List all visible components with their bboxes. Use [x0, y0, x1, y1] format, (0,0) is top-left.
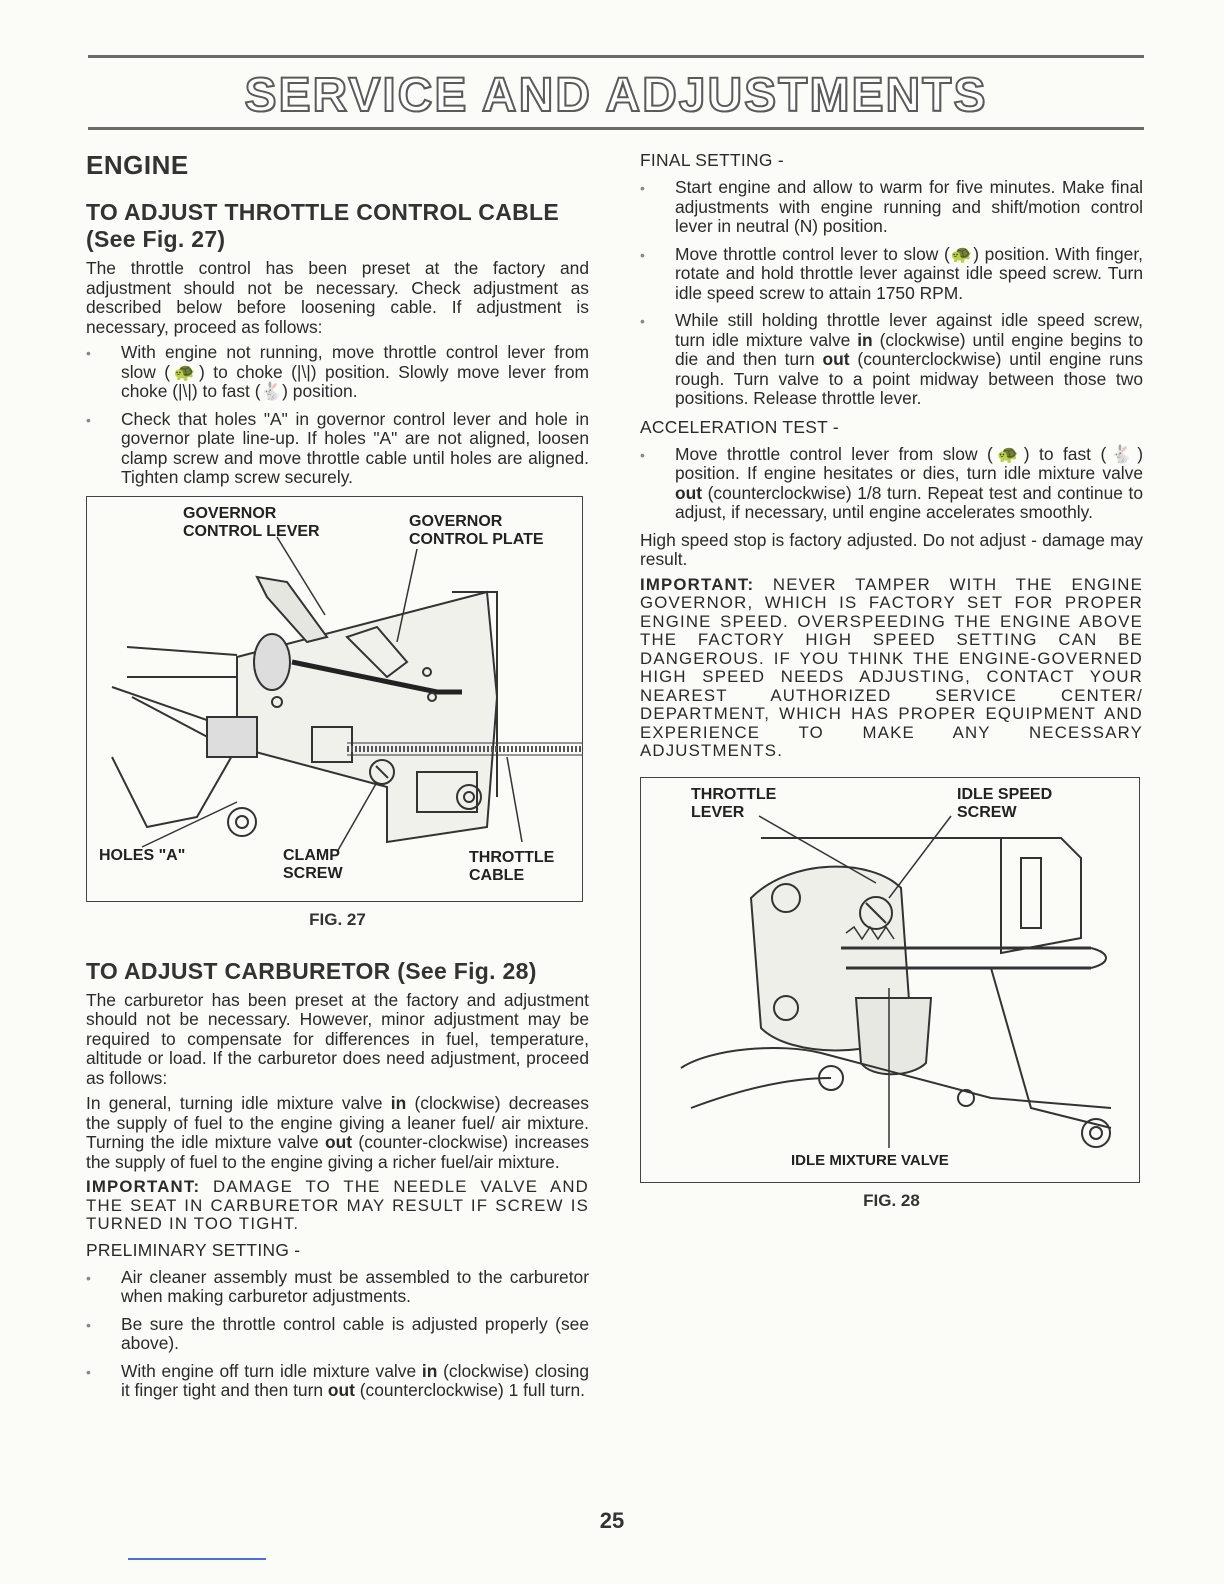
header-rule-top — [88, 55, 1144, 58]
preliminary-step-3 — [86, 1362, 589, 1401]
throttle-step-2: • Check that holes "A" in governor control lever and hole in governor plate line-up. If holes "A" are not aligned, loosen clamp screw and move throttle cable until holes are aligned. Tighten clamp screw securely. — [86, 410, 589, 488]
preliminary-step-1: • Air cleaner assembly must be assembled to the carburetor when making carburetor adjustments. — [86, 1268, 589, 1307]
final3-a: While still holding throttle lever against idle speed screw, turn idle mixture valve — [675, 310, 1143, 350]
label-throttle-cable-line1: THROTTLE — [469, 848, 555, 866]
label-governor-control-plate-line2: CONTROL PLATE — [409, 530, 544, 548]
accel-out: out — [675, 482, 703, 503]
final3-out: out — [822, 349, 850, 369]
prelim3-in: in — [421, 1360, 438, 1381]
label-idle-speed-screw — [957, 786, 1052, 822]
carb-important-text: DAMAGE TO THE NEEDLE VALVE AND THE SEAT IN CARBURETOR MAY RESULT IF SCREW IS TURNED IN TOO TIGHT. — [86, 1177, 589, 1233]
governor-important — [640, 576, 1143, 761]
label-clamp-screw — [283, 847, 343, 883]
label-clamp-screw-line1: CLAMP — [283, 846, 340, 864]
label-governor-control-lever — [183, 505, 320, 541]
final-step-2: • Move throttle control lever to slow (🐢) position. With finger, rotate and hold throttle lever against idle speed screw. Turn idle speed screw to attain 1750 RPM. — [640, 245, 1143, 304]
acceleration-step-1 — [640, 445, 1143, 523]
label-idle-speed-screw-line1: IDLE SPEED — [957, 785, 1053, 803]
label-governor-control-plate-line1: GOVERNOR — [409, 512, 503, 530]
figure-28-drawing — [641, 778, 1139, 1182]
label-throttle-lever-line1: THROTTLE — [691, 785, 777, 803]
label-holes-a: HOLES "A" — [99, 846, 186, 864]
footer-line — [128, 1558, 266, 1560]
final-step-3 — [640, 311, 1143, 409]
throttle-heading — [86, 199, 589, 253]
right-column — [640, 150, 1143, 1211]
accel-a: Move throttle control lever from slow (🐢) to fast (🐇) position. If engine hesitates or dies, turn idle mixture valve — [675, 443, 1143, 483]
label-throttle-cable-line2: CABLE — [469, 866, 525, 884]
carburetor-general — [86, 1094, 589, 1172]
final3-b: (clockwise) until engine begins to die and then turn — [675, 329, 1144, 369]
figure-27 — [86, 496, 583, 902]
prelim3-b: (clockwise) closing it finger tight and then turn — [121, 1360, 589, 1400]
high-speed-note: High speed stop is factory adjusted. Do not adjust - damage may result. — [640, 529, 1143, 569]
preliminary-heading: PRELIMINARY SETTING - — [86, 1239, 301, 1260]
throttle-step-1: • With engine not running, move throttle control lever from slow (🐢) to choke (|\|) position. Slowly move lever from choke (|\|) to fast (🐇) position. — [86, 343, 589, 402]
prelim3-c: (counterclockwise) 1 full turn. — [354, 1380, 585, 1400]
final3-in: in — [857, 329, 873, 350]
figure-28-caption: FIG. 28 — [863, 1190, 920, 1210]
final-setting-heading: FINAL SETTING - — [640, 150, 784, 170]
carb-general-c: (counter-clockwise) increases the supply of fuel to the engine giving a richer fuel/air mixture. — [86, 1132, 589, 1172]
figure-28 — [640, 777, 1140, 1183]
prelim3-out: out — [327, 1380, 355, 1400]
figure-27-caption: FIG. 27 — [309, 909, 366, 929]
carb-general-a: In general, turning idle mixture valve — [86, 1093, 391, 1113]
carb-general-in: in — [390, 1093, 407, 1113]
throttle-heading-line2: (See Fig. 27) — [86, 226, 226, 252]
throttle-heading-line1: TO ADJUST THROTTLE CONTROL CABLE — [86, 199, 560, 225]
header-rule-bottom — [88, 127, 1144, 130]
final-setting-steps — [640, 178, 1143, 409]
governor-important-text: NEVER TAMPER WITH THE ENGINE GOVERNOR, WHICH IS FACTORY SET FOR PROPER ENGINE SPEED. OVERSPEEDING THE ENGINE ABOVE THE FACTORY HIGH SPEED SETTING CAN BE DANGEROUS. IF YOU THINK THE ENGINE-GOVERNED HIGH SPEED NEEDS ADJUSTING, CONTACT YOUR NEAREST AUTHORIZED SERVICE CENTER/ DEPARTMENT, WHICH HAS PROPER EQUIPMENT AND EXPERIENCE TO MAKE ANY NECESSARY ADJUSTMENTS. — [640, 574, 1143, 760]
engine-heading: ENGINE — [86, 150, 189, 180]
carb-general-out: out — [325, 1132, 353, 1152]
label-governor-control-lever-line2: CONTROL LEVER — [183, 522, 320, 540]
acceleration-steps — [640, 445, 1143, 523]
throttle-steps — [86, 343, 589, 488]
preliminary-step-2: • Be sure the throttle control cable is adjusted properly (see above). — [86, 1315, 589, 1354]
label-throttle-cable — [469, 849, 554, 885]
left-column — [86, 150, 589, 1409]
page-number: 25 — [599, 1508, 625, 1533]
figure-27-drawing — [87, 497, 582, 901]
label-clamp-screw-line2: SCREW — [283, 864, 343, 882]
page-title: SERVICE AND ADJUSTMENTS — [244, 69, 988, 122]
carb-important-label: IMPORTANT: — [86, 1177, 201, 1196]
label-throttle-lever-line2: LEVER — [691, 803, 745, 821]
prelim3-a: With engine off turn idle mixture valve — [121, 1360, 422, 1381]
label-governor-control-plate — [409, 513, 544, 549]
accel-b: (counterclockwise) 1/8 turn. Repeat test and continue to adjust, if necessary, until engine accelerates smoothly. — [675, 482, 1143, 522]
carburetor-heading: TO ADJUST CARBURETOR (See Fig. 28) — [86, 957, 537, 984]
label-idle-mixture-valve: IDLE MIXTURE VALVE — [791, 1151, 949, 1169]
carb-general-b: (clockwise) decreases the supply of fuel to the engine giving a leaner fuel/ air mixture. Turning the idle mixture valve — [86, 1093, 589, 1152]
throttle-intro: The throttle control has been preset at the factory and adjustment should not be necessary. Check adjustment as described below before loosening cable. If adjustment is necessary, proceed as follows: — [86, 258, 589, 337]
label-throttle-lever — [691, 786, 776, 822]
governor-important-label: IMPORTANT: — [640, 574, 755, 594]
carburetor-important — [86, 1178, 589, 1234]
preliminary-steps — [86, 1268, 589, 1401]
carburetor-intro: The carburetor has been preset at the factory and adjustment should not be necessary. However, minor adjustment may be required to compensate for differences in fuel, temperature, altitude or load. If the carburetor does need adjustment, proceed as follows: — [86, 989, 589, 1088]
final-step-1: • Start engine and allow to warm for five minutes. Make final adjustments with engine running and shift/motion control lever in neutral (N) position. — [640, 178, 1143, 237]
final3-c: (counterclockwise) until engine runs rough. Turn valve to a point midway between those two positions. Release throttle lever. — [675, 349, 1143, 408]
label-idle-speed-screw-line2: SCREW — [957, 803, 1017, 821]
acceleration-heading: ACCELERATION TEST - — [640, 416, 839, 437]
label-governor-control-lever-line1: GOVERNOR — [183, 504, 277, 522]
